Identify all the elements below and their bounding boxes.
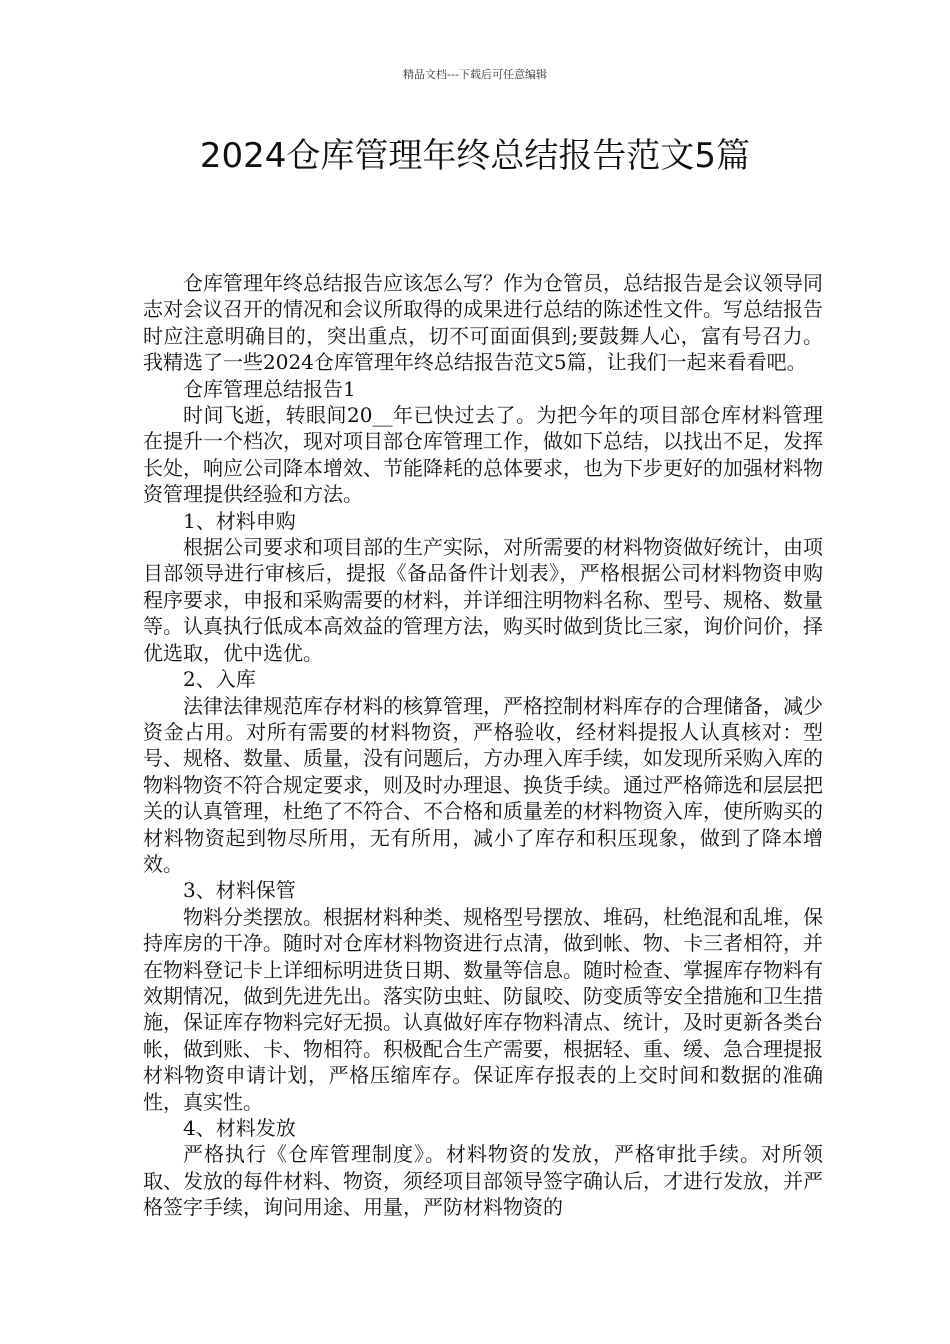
subheading-material-issuing: 4、材料发放 <box>183 1116 296 1140</box>
warehousing-paragraph: 法律法律规范库存材料的核算管理，严格控制材料库存的合理储备，减少资金占用。对所有需要的材料物资，严格验收，经材料提报人认真核对：型号、规格、数量、质量，没有问题后，方办理入库手续，如发现所采购入库的物料物资不符合规定要求，则及时办理退、换货手续。通过严格筛选和层层把关的认真管理，杜绝了不符合、不合格和质量差的材料物资入库，使所购买的材料物资起到物尽所用，无有所用，减小了库存和积压现象，做到了降本增效。 <box>143 693 823 876</box>
header-note: 精品文档---下载后可任意编辑 <box>403 68 547 81</box>
intro-paragraph: 仓库管理年终总结报告应该怎么写？作为仓管员，总结报告是会议领导同志对会议召开的情况和会议所取得的成果进行总结的陈述性文件。写总结报告时应注意明确目的，突出重点，切不可面面俱到;要鼓舞人心，富有号召力。我精选了一些2024仓库管理年终总结报告范文5篇，让我们一起来看看吧。 <box>143 271 823 375</box>
material-issuing-paragraph: 严格执行《仓库管理制度》。材料物资的发放，严格审批手续。对所领取、发放的每件材料、物资，须经项目部领导签字确认后，才进行发放，并严格签字手续，询问用途、用量，严防材料物资的 <box>143 1142 823 1220</box>
subheading-warehousing: 2、入库 <box>183 667 256 692</box>
document-body <box>143 270 823 1221</box>
subheading-material-purchase: 1、材料申购 <box>183 508 296 533</box>
section-heading-report-1: 仓库管理总结报告1 <box>183 376 356 401</box>
material-storage-paragraph: 物料分类摆放。根据材料种类、规格型号摆放、堆码，杜绝混和乱堆，保持库房的干净。随时对仓库材料物资进行点清，做到帐、物、卡三者相符，并在物料登记卡上详细标明进货日期、数量等信息。随时检查、掌握库存物料有效期情况，做到先进先出。落实防虫蛀、防鼠咬、防变质等安全措施和卫生措施，保证库存物料完好无损。认真做好库存物料清点、统计，及时更新各类台帐，做到账、卡、物相符。积极配合生产需要，根据轻、重、缓、急合理提报材料物资申请计划，严格压缩库存。保证库存报表的上交时间和数据的准确性，真实性。 <box>143 904 823 1114</box>
report-1-opening-paragraph: 时间飞逝，转眼间20__年已快过去了。为把今年的项目部仓库材料管理在提升一个档次，现对项目部仓库管理工作，做如下总结，以找出不足，发挥长处，响应公司降本增效、节能降耗的总体要求，也为下步更好的加强材料物资管理提供经验和方法。 <box>143 403 823 507</box>
material-purchase-paragraph: 根据公司要求和项目部的生产实际，对所需要的材料物资做好统计，由项目部领导进行审核后，提报《备品备件计划表》，严格根据公司材料物资申购程序要求，申报和采购需要的材料，并详细注明物料名称、型号、规格、数量等。认真执行低成本高效益的管理方法，购买时做到货比三家，询价问价，择优选取，优中选优。 <box>143 535 823 665</box>
document-title: 2024仓库管理年终总结报告范文5篇 <box>199 136 751 176</box>
subheading-material-storage: 3、材料保管 <box>183 878 296 903</box>
